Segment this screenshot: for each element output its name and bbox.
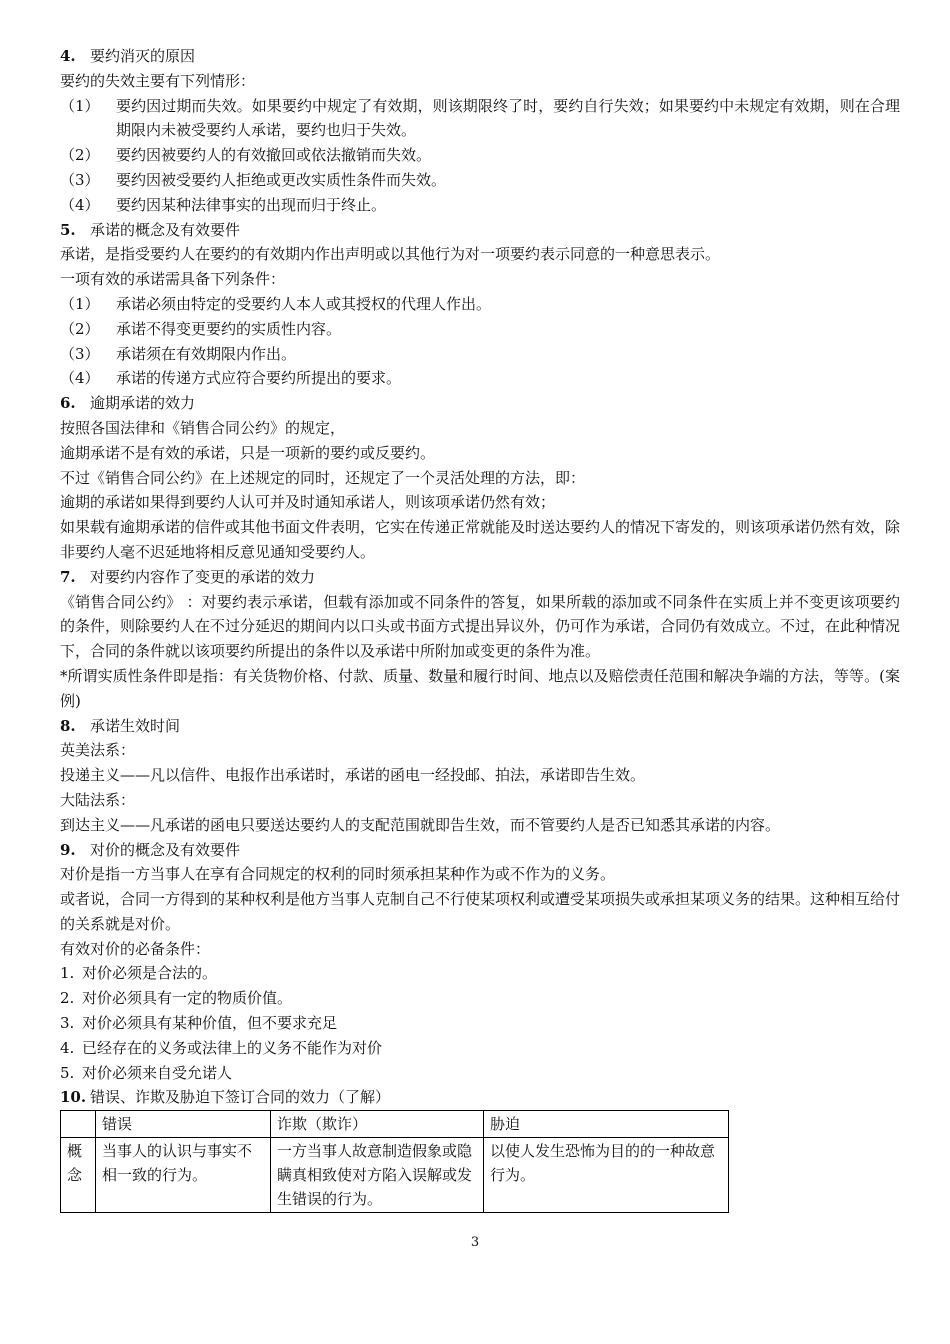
list-item: （4） 承诺的传递方式应符合要约所提出的要求。 bbox=[60, 369, 402, 388]
paragraph: 逾期承诺不是有效的承诺，只是一项新的要约或反要约。 bbox=[60, 443, 436, 462]
section-number: 8. bbox=[60, 716, 76, 735]
section-number: 6. bbox=[60, 394, 76, 413]
list-item: 3. 对价必须具有某种价值，但不要求充足 bbox=[60, 1014, 338, 1033]
note-paragraph: *所谓实质性条件即是指：有关货物价格、付款、质量、数量和履行时间、地点以及赔偿责任范围和解决争端的方法，等等。(案例) bbox=[60, 666, 900, 710]
paragraph: 有效对价的必备条件： bbox=[60, 939, 211, 958]
paragraph: 到达主义——凡承诺的函电只要送达要约人的支配范围就即告生效，而不管要约人是否已知悉其承诺的内容。 bbox=[60, 815, 781, 834]
list-item: （2） 承诺不得变更要约的实质性内容。 bbox=[60, 319, 342, 338]
table-header-cell: 胁迫 bbox=[484, 1111, 729, 1138]
section-title: 承诺生效时间 bbox=[90, 716, 181, 735]
list-item: （2） 要约因被要约人的有效撤回或依法撤销而失效。 bbox=[60, 146, 432, 165]
paragraph: 如果载有逾期承诺的信件或其他书面文件表明，它实在传递正常就能及时送达要约人的情况下寄发的，则该项承诺仍然有效，除非要约人毫不迟延地将相反意见通知受要约人。 bbox=[60, 518, 901, 561]
section-6-heading bbox=[60, 391, 900, 416]
table-cell: 当事人的认识与事实不相一致的行为。 bbox=[96, 1138, 271, 1213]
page-number: 3 bbox=[470, 1235, 480, 1250]
section-title: 逾期承诺的效力 bbox=[90, 394, 196, 413]
paragraph: 投递主义——凡以信件、电报作出承诺时，承诺的函电一经投邮、拍法，承诺即告生效。 bbox=[60, 766, 646, 785]
table-header-row bbox=[61, 1111, 729, 1138]
paragraph: 大陆法系： bbox=[60, 790, 136, 809]
comparison-table bbox=[60, 1110, 729, 1213]
section-title: 对价的概念及有效要件 bbox=[90, 840, 241, 859]
section-number: 7. bbox=[60, 567, 76, 586]
section-8-heading bbox=[60, 714, 900, 739]
table-header-cell: 错误 bbox=[96, 1111, 271, 1138]
section-title: 错误、诈欺及胁迫下签订合同的效力（了解） bbox=[90, 1088, 391, 1107]
section-10-heading bbox=[60, 1085, 900, 1110]
section-number: 10. bbox=[60, 1088, 87, 1107]
table-row-label: 概念 bbox=[61, 1138, 96, 1213]
paragraph: 对价是指一方当事人在享有合同规定的权利的同时须承担某种作为或不作为的义务。 bbox=[60, 865, 616, 884]
list-item: （1） 承诺必须由特定的受要约人本人或其授权的代理人作出。 bbox=[60, 294, 492, 313]
section-number: 9. bbox=[60, 840, 76, 859]
section-9-heading bbox=[60, 838, 900, 863]
paragraph: 承诺，是指受要约人在要约的有效期内作出声明或以其他行为对一项要约表示同意的一种意思表示。 bbox=[60, 245, 721, 264]
list-item: （3） 要约因被受要约人拒绝或更改实质性条件而失效。 bbox=[60, 170, 447, 189]
paragraph: 《销售合同公约》 ：对要约表示承诺，但载有添加或不同条件的答复，如果所载的添加或不同条件在实质上并不变更该项要约的条件，则除要约人在不过分延迟的期间内以口头或书面方式提出异议外，仍可作为承诺，合同仍有效成立。不过，在此种情况下，合同的条件就以该项要约所提出的条件以及承诺中所附加或变更的条件为准。 bbox=[60, 592, 901, 661]
table-cell: 一方当事人故意制造假象或隐瞒真相致使对方陷入误解或发生错误的行为。 bbox=[271, 1138, 484, 1213]
paragraph: 英美法系： bbox=[60, 741, 136, 760]
paragraph: 不过《销售合同公约》在上述规定的同时，还规定了一个灵活处理的方法，即： bbox=[60, 468, 586, 487]
paragraph: 或者说，合同一方得到的某种权利是他方当事人克制自己不行使某项权利或遭受某项损失或承担某项义务的结果。这种相互给付的关系就是对价。 bbox=[60, 890, 901, 933]
document-page bbox=[60, 44, 900, 1213]
section-4-intro: 要约的失效主要有下列情形： bbox=[60, 71, 256, 90]
section-4-heading bbox=[60, 44, 900, 69]
section-title: 要约消灭的原因 bbox=[90, 47, 196, 65]
section-number: 4. bbox=[60, 47, 76, 65]
paragraph: 逾期的承诺如果得到要约人认可并及时通知承诺人，则该项承诺仍然有效； bbox=[60, 493, 556, 512]
section-title: 承诺的概念及有效要件 bbox=[90, 220, 241, 239]
table-header-cell bbox=[61, 1111, 96, 1138]
list-item: 1. 对价必须是合法的。 bbox=[60, 964, 218, 983]
paragraph: 按照各国法律和《销售合同公约》的规定， bbox=[60, 418, 346, 437]
section-title: 对要约内容作了变更的承诺的效力 bbox=[90, 567, 316, 586]
list-item: 5. 对价必须来自受允诺人 bbox=[60, 1063, 233, 1082]
section-5-heading bbox=[60, 218, 900, 243]
list-item: 2. 对价必须具有一定的物质价值。 bbox=[60, 989, 293, 1008]
table-row bbox=[61, 1138, 729, 1213]
section-number: 5. bbox=[60, 220, 76, 239]
section-7-heading bbox=[60, 565, 900, 590]
list-item: （1） 要约因过期而失效。如果要约中规定了有效期，则该期限终了时，要约自行失效；如果要约中未规定有效期，则在合理期限内未被受要约人承诺，要约也归于失效。 bbox=[60, 96, 900, 140]
table-cell: 以使人发生恐怖为目的的一种故意行为。 bbox=[484, 1138, 729, 1213]
list-item: （3） 承诺须在有效期限内作出。 bbox=[60, 344, 297, 363]
paragraph: 一项有效的承诺需具备下列条件： bbox=[60, 270, 286, 289]
table-header-cell: 诈欺（欺诈） bbox=[271, 1111, 484, 1138]
list-item: 4. 已经存在的义务或法律上的义务不能作为对价 bbox=[60, 1038, 383, 1057]
list-item: （4） 要约因某种法律事实的出现而归于终止。 bbox=[60, 195, 387, 214]
